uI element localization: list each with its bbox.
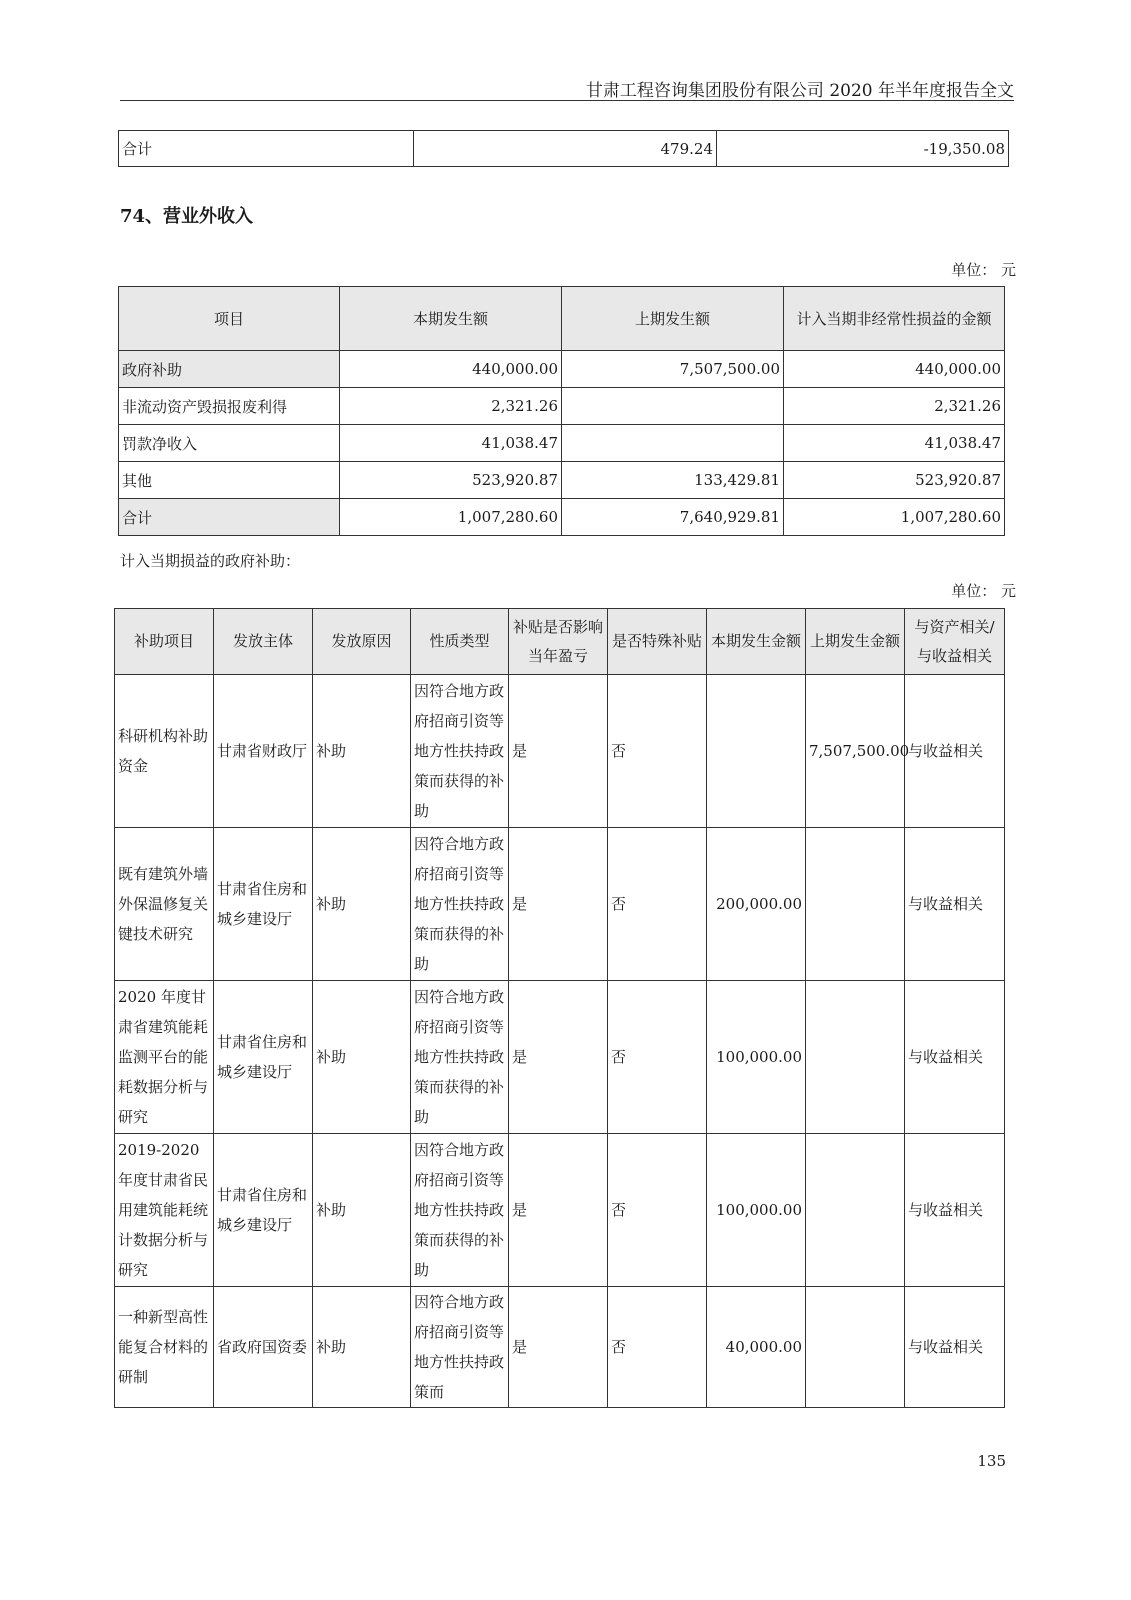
subsidy-previous <box>806 828 905 981</box>
table-row <box>115 1134 1005 1287</box>
col-header: 上期发生额 <box>562 287 784 351</box>
table-row <box>119 351 1005 388</box>
subsidy-unit-label: 单位： 元 <box>951 582 1016 600</box>
page-number: 135 <box>977 1452 1006 1470</box>
subsidy-project: 2020 年度甘肃省建筑能耗监测平台的能耗数据分析与研究 <box>115 981 214 1134</box>
row-item: 合计 <box>119 499 340 536</box>
table-row <box>119 425 1005 462</box>
col-header: 项目 <box>119 287 340 351</box>
row-nonrecurring: 523,920.87 <box>784 462 1005 499</box>
subsidy-affects: 是 <box>509 1287 608 1408</box>
subsidy-current: 100,000.00 <box>707 1134 806 1287</box>
table-header-row <box>119 287 1005 351</box>
table-row <box>115 828 1005 981</box>
row-previous: 133,429.81 <box>562 462 784 499</box>
row-item: 政府补助 <box>119 351 340 388</box>
row-item: 其他 <box>119 462 340 499</box>
unit-label: 单位： 元 <box>951 261 1016 279</box>
subsidy-issuer: 省政府国资委 <box>214 1287 313 1408</box>
total-label: 合计 <box>119 131 414 167</box>
table-row <box>119 131 1009 167</box>
subsidy-reason: 补助 <box>313 828 411 981</box>
subsidy-relation: 与收益相关 <box>905 981 1005 1134</box>
row-previous <box>562 425 784 462</box>
row-current: 41,038.47 <box>340 425 562 462</box>
row-item: 罚款净收入 <box>119 425 340 462</box>
subsidy-current <box>707 675 806 828</box>
subsidy-reason: 补助 <box>313 1134 411 1287</box>
subsidy-issuer: 甘肃省住房和城乡建设厅 <box>214 828 313 981</box>
row-current: 523,920.87 <box>340 462 562 499</box>
subsidy-nature: 因符合地方政府招商引资等地方性扶持政策而 <box>411 1287 509 1408</box>
subsidy-nature: 因符合地方政府招商引资等地方性扶持政策而获得的补助 <box>411 828 509 981</box>
subsidy-current: 200,000.00 <box>707 828 806 981</box>
table-row <box>119 462 1005 499</box>
subsidy-reason: 补助 <box>313 675 411 828</box>
row-nonrecurring: 2,321.26 <box>784 388 1005 425</box>
table-row <box>119 499 1005 536</box>
subsidy-affects: 是 <box>509 828 608 981</box>
subsidy-reason: 补助 <box>313 981 411 1134</box>
subsidy-special: 否 <box>608 828 707 981</box>
subsidy-nature: 因符合地方政府招商引资等地方性扶持政策而获得的补助 <box>411 1134 509 1287</box>
subsidy-issuer: 甘肃省住房和城乡建设厅 <box>214 1134 313 1287</box>
subsidy-relation: 与收益相关 <box>905 828 1005 981</box>
subsidy-nature: 因符合地方政府招商引资等地方性扶持政策而获得的补助 <box>411 981 509 1134</box>
col-header: 计入当期非经常性损益的金额 <box>784 287 1005 351</box>
subsidy-relation: 与收益相关 <box>905 1287 1005 1408</box>
subsidy-nature: 因符合地方政府招商引资等地方性扶持政策而获得的补助 <box>411 675 509 828</box>
total-previous: -19,350.08 <box>717 131 1009 167</box>
subsidy-relation: 与收益相关 <box>905 675 1005 828</box>
row-current: 1,007,280.60 <box>340 499 562 536</box>
subsidy-previous <box>806 981 905 1134</box>
subsidy-affects: 是 <box>509 1134 608 1287</box>
row-current: 2,321.26 <box>340 388 562 425</box>
row-nonrecurring: 1,007,280.60 <box>784 499 1005 536</box>
subsidy-special: 否 <box>608 1287 707 1408</box>
col-header: 上期发生金额 <box>806 609 905 675</box>
col-header: 补贴是否影响当年盈亏 <box>509 609 608 675</box>
total-current: 479.24 <box>414 131 717 167</box>
row-nonrecurring: 41,038.47 <box>784 425 1005 462</box>
row-current: 440,000.00 <box>340 351 562 388</box>
table-row <box>119 388 1005 425</box>
subsidy-special: 否 <box>608 981 707 1134</box>
row-item: 非流动资产毁损报废利得 <box>119 388 340 425</box>
table-row <box>115 981 1005 1134</box>
table-header-row <box>115 609 1005 675</box>
subsidy-current: 100,000.00 <box>707 981 806 1134</box>
col-header: 是否特殊补贴 <box>608 609 707 675</box>
table-row <box>115 675 1005 828</box>
subsidy-previous <box>806 1134 905 1287</box>
subsidy-previous: 7,507,500.00 <box>806 675 905 828</box>
subsidy-issuer: 甘肃省财政厅 <box>214 675 313 828</box>
previous-table-total <box>118 130 1009 167</box>
report-title: 甘肃工程咨询集团股份有限公司 2020 年半年度报告全文 <box>585 81 1014 101</box>
subsidy-current: 40,000.00 <box>707 1287 806 1408</box>
subsidy-affects: 是 <box>509 981 608 1134</box>
subsidy-relation: 与收益相关 <box>905 1134 1005 1287</box>
subsidy-special: 否 <box>608 675 707 828</box>
col-header: 与资产相关/与收益相关 <box>905 609 1005 675</box>
col-header: 发放主体 <box>214 609 313 675</box>
subsidy-previous <box>806 1287 905 1408</box>
col-header: 补助项目 <box>115 609 214 675</box>
subsidy-issuer: 甘肃省住房和城乡建设厅 <box>214 981 313 1134</box>
subsidy-project: 既有建筑外墙外保温修复关键技术研究 <box>115 828 214 981</box>
subsidy-project: 一种新型高性能复合材料的研制 <box>115 1287 214 1408</box>
col-header: 性质类型 <box>411 609 509 675</box>
subsidy-project: 2019-2020 年度甘肃省民用建筑能耗统计数据分析与研究 <box>115 1134 214 1287</box>
subsidy-reason: 补助 <box>313 1287 411 1408</box>
row-previous: 7,640,929.81 <box>562 499 784 536</box>
col-header: 本期发生额 <box>340 287 562 351</box>
subsidy-project: 科研机构补助资金 <box>115 675 214 828</box>
section-heading: 74、营业外收入 <box>120 206 254 227</box>
subsidy-special: 否 <box>608 1134 707 1287</box>
subsidy-note: 计入当期损益的政府补助： <box>120 552 301 570</box>
subsidy-affects: 是 <box>509 675 608 828</box>
col-header: 发放原因 <box>313 609 411 675</box>
page-header <box>120 74 1014 101</box>
table-row <box>115 1287 1005 1408</box>
non-operating-income-table <box>118 286 1005 536</box>
col-header: 本期发生金额 <box>707 609 806 675</box>
row-previous: 7,507,500.00 <box>562 351 784 388</box>
row-nonrecurring: 440,000.00 <box>784 351 1005 388</box>
row-previous <box>562 388 784 425</box>
government-subsidy-table <box>114 608 1005 1408</box>
